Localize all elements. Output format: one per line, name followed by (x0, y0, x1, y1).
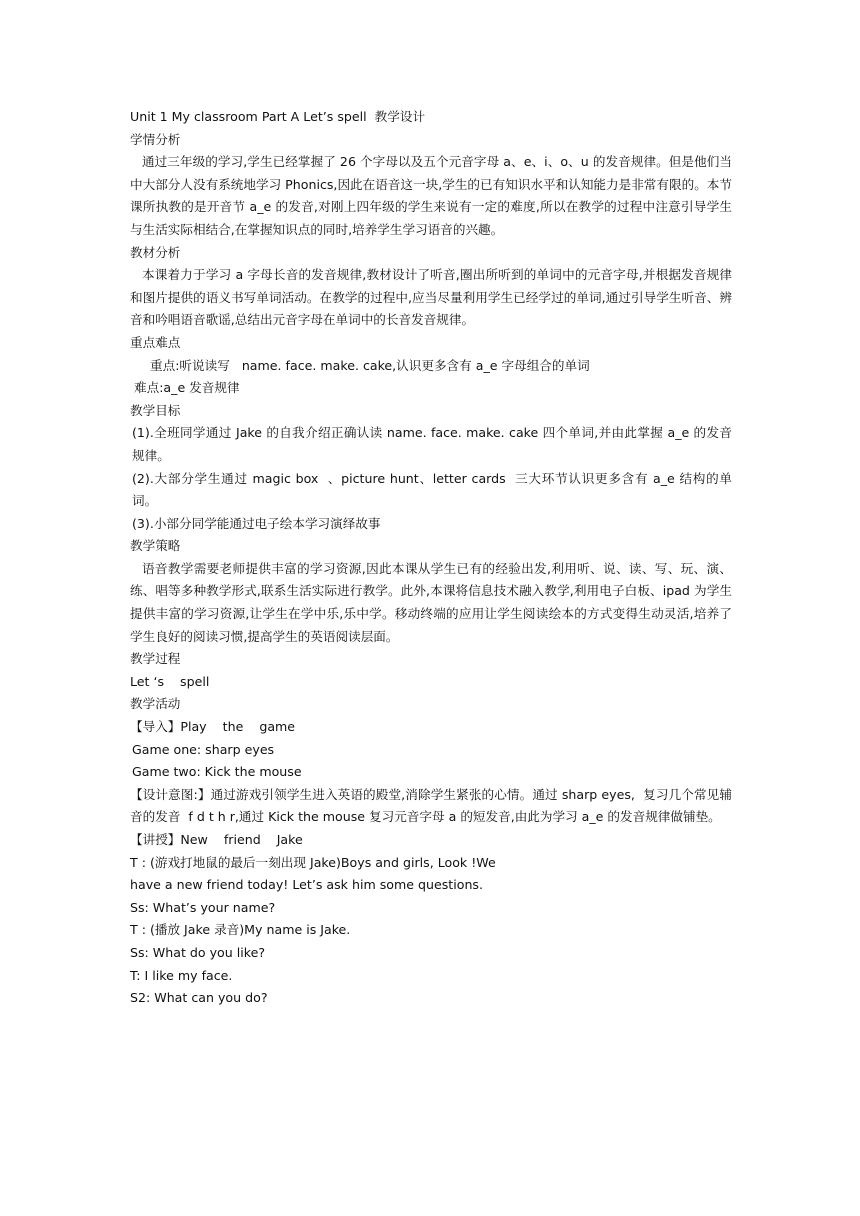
dialogue-line-1: T : (游戏打地鼠的最后一刻出现 Jake)Boys and girls, Look !We (130, 854, 496, 870)
goal-item-3: (3).小部分同学能通过电子绘本学习演绎故事 (132, 515, 381, 531)
section-heading-learner-analysis: 学情分析 (130, 131, 181, 147)
key-point-line: 重点:听说读写 name. face. make. cake,认识更多含有 a_e 字母组合的单词 (150, 357, 590, 373)
document-title: Unit 1 My classroom Part A Let’s spell 教学设计 (130, 109, 426, 124)
section-heading-strategy: 教学策略 (130, 538, 181, 554)
goal-item-1: (1).全班同学通过 Jake 的自我介绍正确认读 name. face. make. cake 四个单词,并由此掌握 a_e 的发音规律。 (132, 425, 732, 463)
dialogue-line-7: S2: What can you do? (130, 990, 268, 1006)
game-two-line: Game two: Kick the mouse (132, 764, 302, 780)
lets-spell-line: Let ‘s spell (130, 673, 210, 689)
dialogue-line-5: Ss: What do you like? (130, 944, 266, 960)
section-heading-material-analysis: 教材分析 (130, 244, 181, 260)
dialogue-line-3: Ss: What’s your name? (130, 899, 276, 915)
section-heading-activities: 教学活动 (130, 696, 181, 712)
paragraph-strategy: 语音教学需要老师提供丰富的学习资源,因此本课从学生已有的经验出发,利用听、说、读、写、玩、演、练、唱等多种教学形式,联系生活实际进行教学。此外,本课将信息技术融入教学,利用电子白板、ipad 为学生提供丰富的学习资源,让学生在学中乐,乐中学。移动终端的应用让学生阅读绘本的方式变得生动灵活,培养了学生良好的阅读习惯,提高学生的英语阅读层面。 (130, 560, 732, 644)
document-page (130, 106, 732, 1010)
difficult-point-line: 难点:a_e 发音规律 (134, 380, 240, 396)
dialogue-line-2: have a new friend today! Let’s ask him some questions. (130, 877, 483, 893)
dialogue-line-6: T: I like my face. (130, 967, 233, 983)
teach-heading: 【讲授】New friend Jake (130, 832, 303, 847)
paragraph-learner-analysis: 通过三年级的学习,学生已经掌握了 26 个字母以及五个元音字母 a、e、i、o、u 的发音规律。但是他们当中大部分人没有系统地学习 Phonics,因此在语音这一块,学生的已有知识水平和认知能力是非常有限的。本节课所执教的是开音节 a_e 的发音,对刚上四年级的学生来说有一定的难度,所以在教学的过程中注意引导学生与生活实际相结合,在掌握知识点的同时,培养学生学习语音的兴趣。 (130, 154, 732, 237)
intro-heading: 【导入】Play the game (130, 719, 296, 735)
section-heading-goals: 教学目标 (130, 402, 181, 418)
goal-item-2: (2).大部分学生通过 magic box 、picture hunt、letter cards 三大环节认识更多含有 a_e 结构的单词。 (132, 470, 732, 509)
section-heading-process: 教学过程 (130, 651, 181, 667)
design-intent-paragraph: 【设计意图:】通过游戏引领学生进入英语的殿堂,消除学生紧张的心情。通过 sharp eyes, 复习几个常见辅音的发音 f d t h r,通过 Kick the mouse 复习元音字母 a 的短发音,由此为学习 a_e 的发音规律做铺垫。 (130, 786, 732, 825)
paragraph-material-analysis: 本课着力于学习 a 字母长音的发音规律,教材设计了听音,圈出所听到的单词中的元音字母,并根据发音规律和图片提供的语义书写单词活动。在教学的过程中,应当尽量利用学生已经学过的单词,通过引导学生听音、辨音和吟唱语音歌谣,总结出元音字母在单词中的长音发音规律。 (130, 267, 732, 328)
section-heading-key-points: 重点难点 (130, 334, 181, 350)
game-one-line: Game one: sharp eyes (132, 741, 275, 757)
dialogue-line-4: T : (播放 Jake 录音)My name is Jake. (130, 922, 351, 938)
